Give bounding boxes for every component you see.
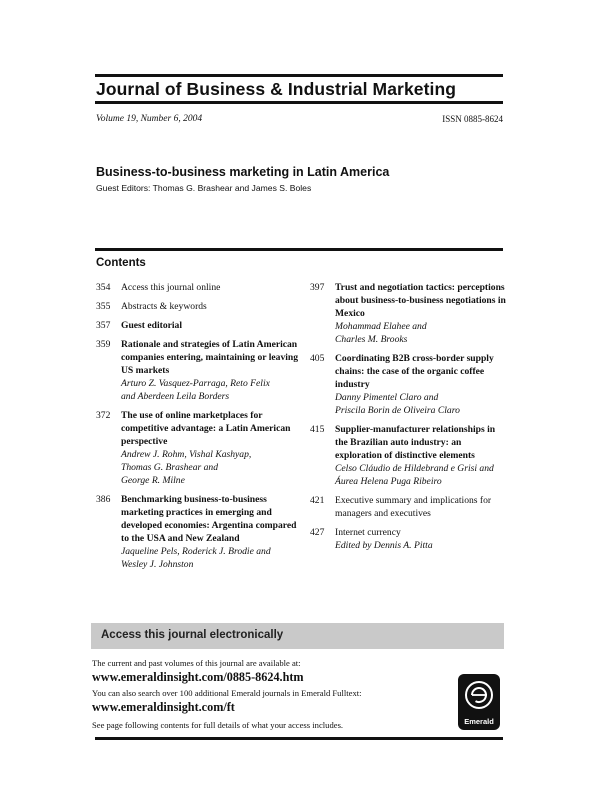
- toc-authors: Priscila Borin de Oliveira Claro: [335, 405, 460, 416]
- toc-title: Supplier-manufacturer relationships in the Brazilian auto industry: an exploration of distinctive elements: [335, 424, 496, 461]
- toc-title: Rationale and strategies of Latin American companies entering, maintaining or leaving US markets: [121, 339, 299, 376]
- toc-authors: Thomas G. Brashear and: [121, 462, 219, 473]
- toc-entry-body: [121, 493, 301, 571]
- volume-line: Volume 19, Number 6, 2004: [96, 114, 203, 124]
- contents-heading: Contents: [96, 257, 146, 269]
- access-line-1: The current and past volumes of this journal are available at:: [92, 658, 301, 668]
- emerald-fulltext-link[interactable]: www.emeraldinsight.com/ft: [92, 700, 235, 714]
- toc-title: Benchmarking business-to-business marketing practices in emerging and developed economies: Argentina compared to the USA and New Zealand: [121, 494, 297, 544]
- journal-title: Journal of Business & Industrial Marketing: [96, 79, 457, 99]
- toc-entry: [310, 494, 508, 520]
- toc-authors: and Aberdeen Leila Borders: [121, 391, 230, 402]
- toc-entry-body: [335, 423, 508, 488]
- toc-entry: [96, 338, 301, 403]
- toc-entry-body: [121, 281, 301, 294]
- emerald-logo-icon: [458, 676, 500, 718]
- toc-entry: [96, 300, 301, 313]
- toc-entry: [96, 409, 301, 487]
- emerald-logo: [458, 674, 500, 730]
- toc-page-number: 397: [310, 282, 325, 293]
- toc-authors: Áurea Helena Puga Ribeiro: [335, 476, 442, 487]
- toc-page-number: 357: [96, 320, 111, 331]
- toc-title: Access this journal online: [121, 282, 221, 293]
- toc-authors: Charles M. Brooks: [335, 334, 408, 345]
- toc-left-column: [96, 281, 301, 577]
- toc-authors: Arturo Z. Vasquez-Parraga, Reto Felix: [121, 378, 270, 389]
- toc-entry: [310, 281, 508, 346]
- toc-entry-body: [121, 338, 301, 403]
- toc-page-number: 415: [310, 424, 325, 435]
- toc-entry-body: [335, 352, 508, 417]
- contents-rule: [95, 248, 503, 251]
- access-heading: Access this journal electronically: [101, 629, 284, 641]
- toc-authors: Wesley J. Johnston: [121, 559, 194, 570]
- emerald-journal-link[interactable]: www.emeraldinsight.com/0885-8624.htm: [92, 670, 304, 684]
- toc-entry-body: [335, 281, 508, 346]
- toc-entry: [310, 526, 508, 552]
- toc-entry: [96, 281, 301, 294]
- toc-title: Coordinating B2B cross-border supply chains: the case of the organic coffee industry: [335, 353, 494, 390]
- toc-entry-body: [121, 319, 301, 332]
- access-line-3: See page following contents for full details of what your access includes.: [92, 720, 344, 730]
- issue-title: Business-to-business marketing in Latin America: [96, 165, 390, 179]
- toc-page-number: 427: [310, 527, 325, 538]
- toc-title: Abstracts & keywords: [121, 301, 207, 312]
- logo-text: Emerald: [464, 717, 494, 726]
- toc-entry: [310, 352, 508, 417]
- toc-title: The use of online marketplaces for competitive advantage: a Latin American perspective: [121, 410, 291, 447]
- toc-right-column: [310, 281, 508, 558]
- toc-title: Trust and negotiation tactics: perceptions about business-to-business negotiations in Mexico: [335, 282, 506, 319]
- toc-authors: Mohammad Elahee and: [335, 321, 427, 332]
- toc-entry-body: [335, 526, 508, 552]
- toc-title: Executive summary and implications for managers and executives: [335, 495, 492, 519]
- toc-page-number: 386: [96, 494, 111, 505]
- toc-entry: [310, 423, 508, 488]
- top-rule: [95, 74, 503, 77]
- title-rule: [95, 101, 503, 104]
- toc-entry-body: [121, 409, 301, 487]
- issn: ISSN 0885-8624: [442, 114, 503, 124]
- toc-entry: [96, 493, 301, 571]
- access-line-2: You can also search over 100 additional Emerald journals in Emerald Fulltext:: [92, 688, 362, 698]
- toc-entry: [96, 319, 301, 332]
- toc-authors: Celso Cláudio de Hildebrand e Grisi and: [335, 463, 494, 474]
- access-banner: [91, 623, 504, 649]
- toc-title: Guest editorial: [121, 320, 183, 331]
- toc-page-number: 355: [96, 301, 111, 312]
- toc-authors: Jaqueline Pels, Roderick J. Brodie and: [121, 546, 271, 557]
- toc-page-number: 372: [96, 410, 111, 421]
- guest-editors: Guest Editors: Thomas G. Brashear and James S. Boles: [96, 183, 312, 193]
- toc-entry-body: [121, 300, 301, 313]
- toc-page-number: 359: [96, 339, 111, 350]
- toc-page-number: 405: [310, 353, 325, 364]
- toc-authors: Andrew J. Rohm, Vishal Kashyap,: [121, 449, 252, 460]
- toc-title: Internet currency: [335, 527, 401, 538]
- toc-authors: George R. Milne: [121, 475, 185, 486]
- toc-page-number: 421: [310, 495, 325, 506]
- bottom-rule: [95, 737, 503, 740]
- toc-entry-body: [335, 494, 508, 520]
- toc-page-number: 354: [96, 282, 111, 293]
- toc-authors: Danny Pimentel Claro and: [335, 392, 439, 403]
- toc-authors: Edited by Dennis A. Pitta: [335, 540, 433, 551]
